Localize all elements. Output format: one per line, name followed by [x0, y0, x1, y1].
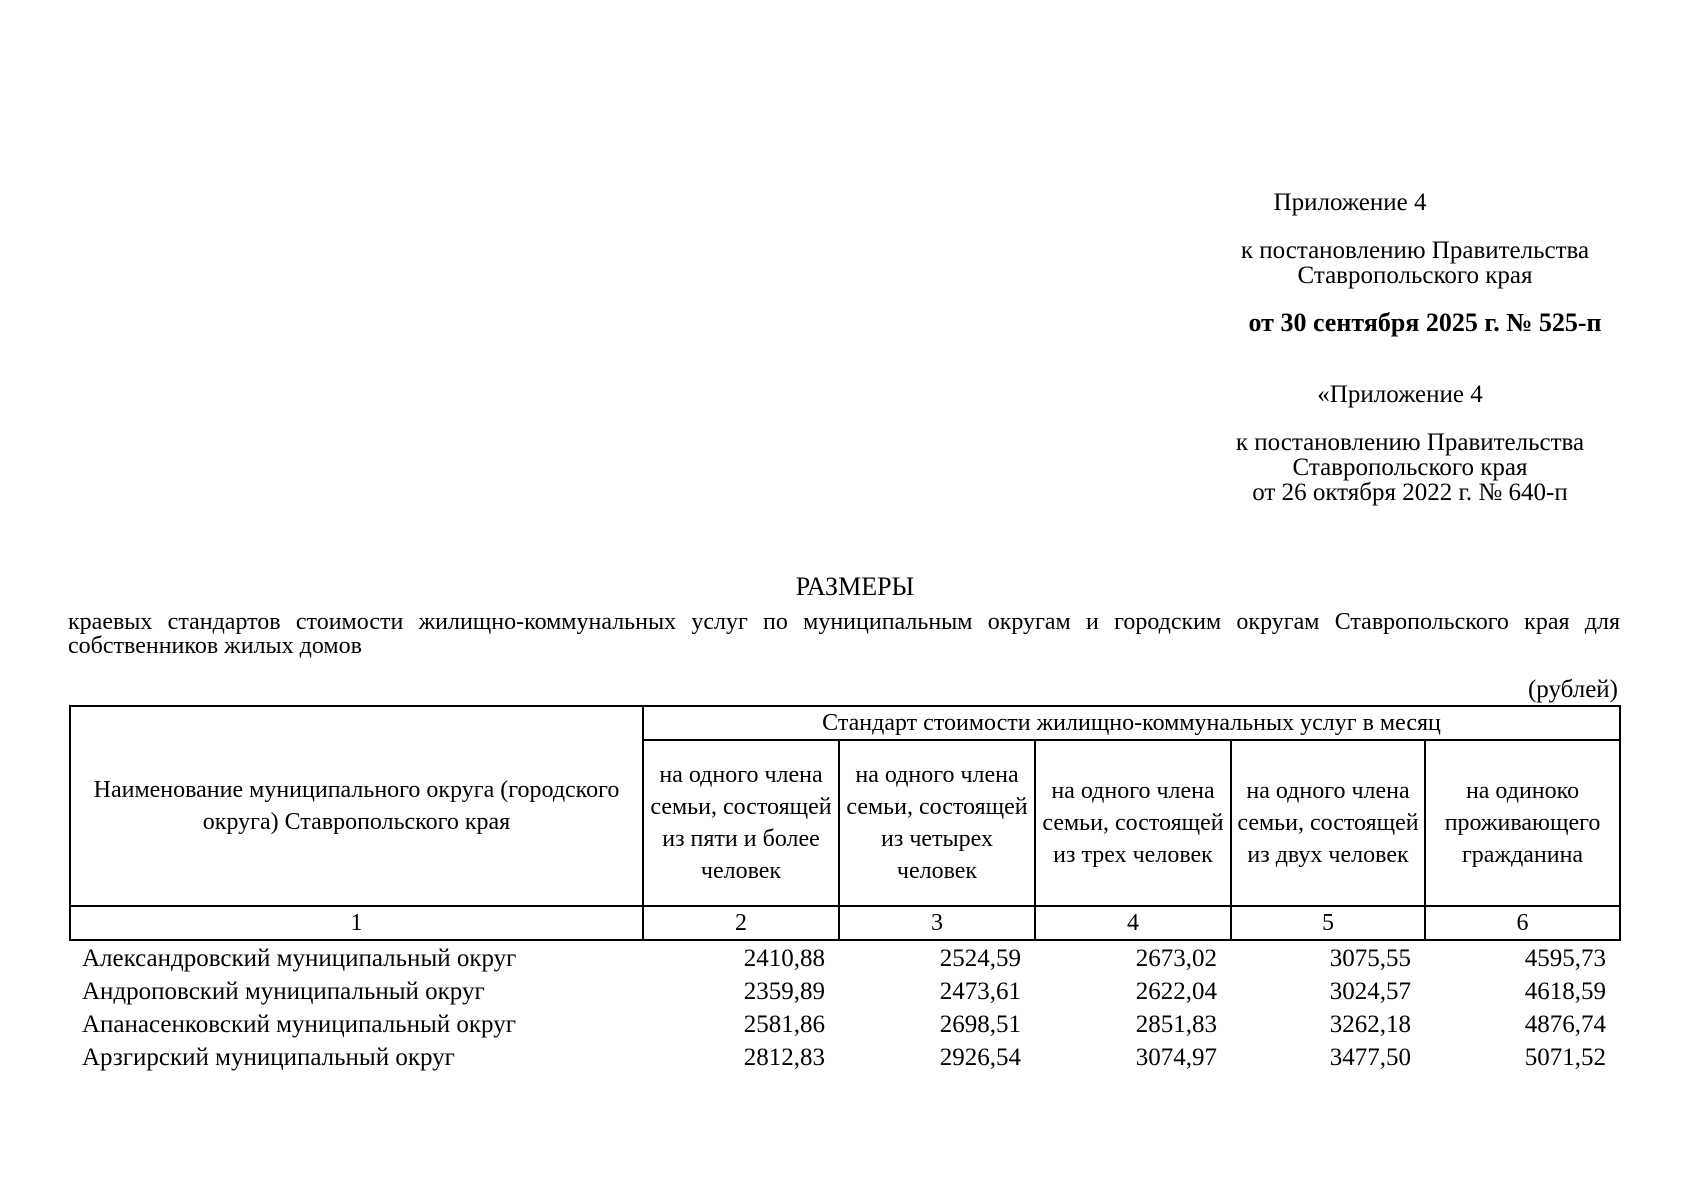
table-cell: 2581,86 — [743, 1011, 825, 1038]
table-row — [69, 942, 1619, 975]
table-cell: 2673,02 — [1135, 945, 1217, 972]
old-resolution-line-3: от 26 октября 2022 г. № 640-п — [1252, 479, 1568, 506]
column-header-3: на одного члена семьи, состоящей из четырех человек — [839, 740, 1035, 906]
column-number: 4 — [1035, 906, 1231, 940]
district-name: Александровский муниципальный округ — [82, 945, 517, 972]
resolution-date-number: от 30 сентября 2025 г. № 525-п — [1248, 308, 1602, 337]
column-header-6: на одиноко проживающего гражданина — [1425, 740, 1620, 906]
column-number: 6 — [1425, 906, 1620, 940]
document-title: РАЗМЕРЫ — [795, 572, 915, 601]
table-cell: 2851,83 — [1135, 1011, 1217, 1038]
district-name: Арзгирский муниципальный округ — [82, 1044, 455, 1071]
resolution-line-1: к постановлению Правительства — [1240, 237, 1590, 264]
appendix-quoted-label: «Приложение 4 — [1317, 381, 1483, 408]
district-name: Апанасенковский муниципальный округ — [82, 1011, 516, 1038]
table-header — [69, 705, 1621, 941]
table-cell: 2410,88 — [743, 945, 825, 972]
column-header-4: на одного члена семьи, состоящей из трех человек — [1035, 740, 1231, 906]
column-header-name: Наименование муниципального округа (городского округа) Ставропольского края — [70, 706, 643, 906]
group-header: Стандарт стоимости жилищно-коммунальных услуг в месяц — [643, 706, 1620, 740]
table-cell: 2359,89 — [743, 978, 825, 1005]
table-cell: 2926,54 — [939, 1044, 1021, 1071]
column-number: 5 — [1231, 906, 1425, 940]
column-number: 1 — [70, 906, 643, 940]
document-subtitle: краевых стандартов стоимости жилищно-коммунальных услуг по муниципальным округам и городским округам Ставропольского края для собственников жилых домов — [68, 609, 1620, 659]
table-cell: 2698,51 — [939, 1011, 1021, 1038]
unit-label: (рублей) — [1527, 676, 1618, 703]
data-table — [69, 942, 1619, 1074]
table-row — [69, 975, 1619, 1008]
column-number: 2 — [643, 906, 839, 940]
table-row — [69, 1041, 1619, 1074]
table-cell: 4595,73 — [1524, 945, 1606, 972]
appendix-label: Приложение 4 — [1273, 189, 1427, 216]
resolution-reference — [1215, 238, 1615, 288]
old-resolution-line-1: к постановлению Правительства — [1235, 429, 1585, 456]
table-cell: 3262,18 — [1329, 1011, 1411, 1038]
column-header-5: на одного члена семьи, состоящей из двух человек — [1231, 740, 1425, 906]
table-cell: 3024,57 — [1329, 978, 1411, 1005]
table-cell: 3477,50 — [1329, 1044, 1411, 1071]
column-number: 3 — [839, 906, 1035, 940]
table-cell: 3074,97 — [1135, 1044, 1217, 1071]
old-resolution-line-2: Ставропольского края — [1292, 454, 1528, 481]
table-cell: 2524,59 — [939, 945, 1021, 972]
resolution-line-2: Ставропольского края — [1297, 262, 1533, 289]
table-cell: 4618,59 — [1524, 978, 1606, 1005]
table-cell: 2473,61 — [939, 978, 1021, 1005]
column-header-2: на одного члена семьи, состоящей из пяти и более человек — [643, 740, 839, 906]
table-cell: 3075,55 — [1329, 945, 1411, 972]
table-row — [69, 1008, 1619, 1041]
table-cell: 5071,52 — [1524, 1044, 1606, 1071]
table-cell: 2812,83 — [743, 1044, 825, 1071]
district-name: Андроповский муниципальный округ — [82, 978, 485, 1005]
table-cell: 2622,04 — [1135, 978, 1217, 1005]
old-resolution-reference — [1180, 430, 1640, 505]
table-cell: 4876,74 — [1524, 1011, 1606, 1038]
